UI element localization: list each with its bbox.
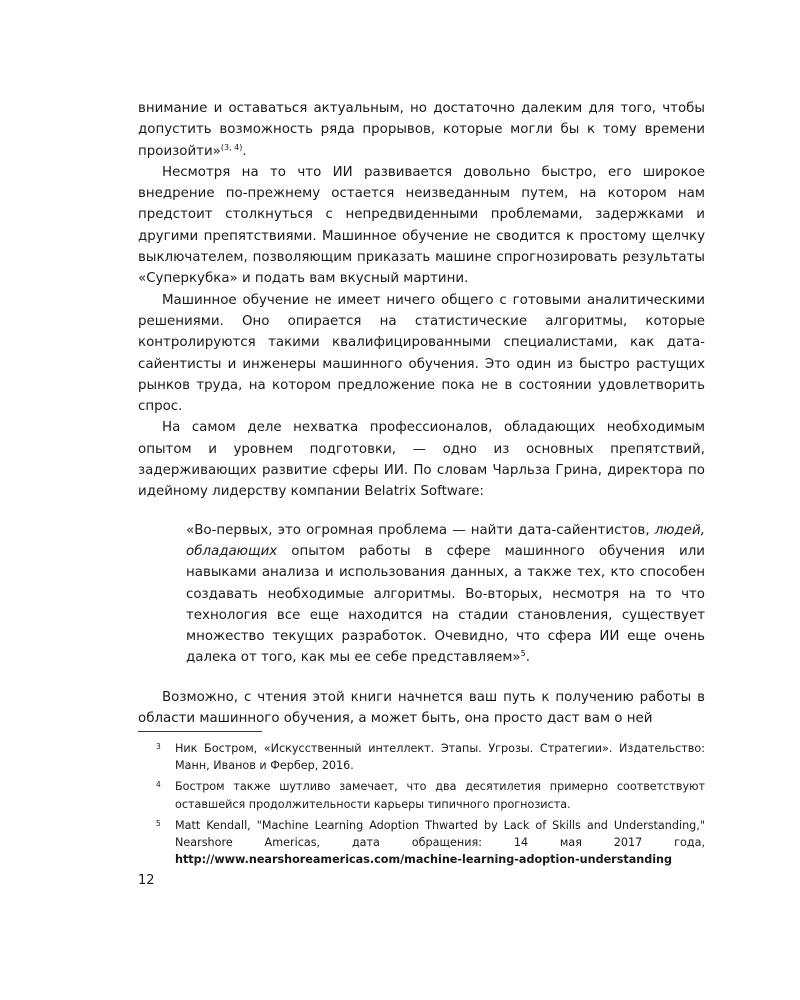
paragraph-2: Несмотря на то что ИИ развивается довольно быстро, его широкое внедрение по-прежнему остается неизведанным путем, на котором нам предстоит столкнуться с непредвиденными проблемами, задержками и другими препятствиями. Машинное обучение не сводится к простому щелчку выключателем, позволяющим приказать машине спрогнозировать результаты «Суперкубка» и подать вам вкусный мартини. bbox=[138, 164, 705, 287]
quote-italic: людей, обладающих bbox=[186, 522, 705, 559]
paragraph-4: На самом деле нехватка профессионалов, обладающих необходимым опытом и уровнем подготовки, — одно из основных препятствий, задерживающих развитие сферы ИИ. По словам Чарльза Грина, директора по идейному лидерству компании Belatrix Software: bbox=[138, 420, 705, 500]
quote-end: . bbox=[525, 650, 530, 666]
paragraph-3: Машинное обучение не имеет ничего общего с готовыми аналитическими решениями. Оно опирается на статистические алгоритмы, которые контролируются такими квалифицированными специалистами, как дата-сайентисты и инженеры машинного обучения. Это один из быстро растущих рынков труда, на котором предложение пока не в состоянии удовлетворить спрос. bbox=[138, 292, 705, 415]
block-quote bbox=[186, 520, 705, 669]
footnote-number: 3 bbox=[156, 742, 161, 751]
footnotes bbox=[138, 740, 705, 872]
footnote-text: Matt Kendall, "Machine Learning Adoption Thwarted by Lack of Skills and Understanding," Nearshore Americas, дата обращения: 14 мая 2017 года, bbox=[175, 818, 705, 850]
footnote bbox=[138, 817, 705, 869]
footnote-url: http://www.nearshoreamericas.com/machine-learning-adoption-understanding bbox=[175, 853, 673, 867]
page-number: 12 bbox=[138, 873, 155, 888]
footnote-text: Бостром также шутливо замечает, что два десятилетия примерно соответствуют оставшейся продолжительности карьеры типичного прогнозиста. bbox=[175, 780, 705, 811]
footnote-number: 4 bbox=[156, 780, 161, 790]
paragraph-1-end: . bbox=[242, 143, 247, 159]
footnote bbox=[138, 778, 705, 812]
paragraph-1 bbox=[138, 98, 705, 162]
footnote-text: Ник Бостром, «Искусственный интеллект. Этапы. Угрозы. Стратегии». Издательство: Манн, Иванов и Фербер, 2016. bbox=[175, 742, 705, 773]
quote-text-a: «Во-первых, это огромная проблема — найти дата-сайентистов, bbox=[186, 522, 655, 538]
quote-text-b: опытом работы в сфере машинного обучения или навыками анализа и использования данных, а также тех, кто способен создавать необходимые алгоритмы. Во-вторых, несмотря на то что технология все еще находится на стадии становления, существует множество текущих разработок. Очевидно, что сфера ИИ еще очень далека от того, как мы ее себе представляем» bbox=[186, 543, 705, 666]
citation-marker: 5 bbox=[520, 649, 526, 659]
paragraph-1-text: внимание и оставаться актуальным, но достаточно далеким для того, чтобы допустить возможность ряда прорывов, которые могли бы к тому времени произойти» bbox=[138, 101, 705, 159]
footnote-divider bbox=[138, 731, 262, 732]
footnote-number: 5 bbox=[156, 818, 161, 828]
footnote bbox=[138, 740, 705, 774]
body-text bbox=[138, 98, 705, 729]
citation-marker: (3, 4) bbox=[220, 142, 243, 152]
paragraph-5: Возможно, с чтения этой книги начнется ваш путь к получению работы в области машинного обучения, а может быть, она просто даст вам о ней bbox=[138, 689, 705, 727]
